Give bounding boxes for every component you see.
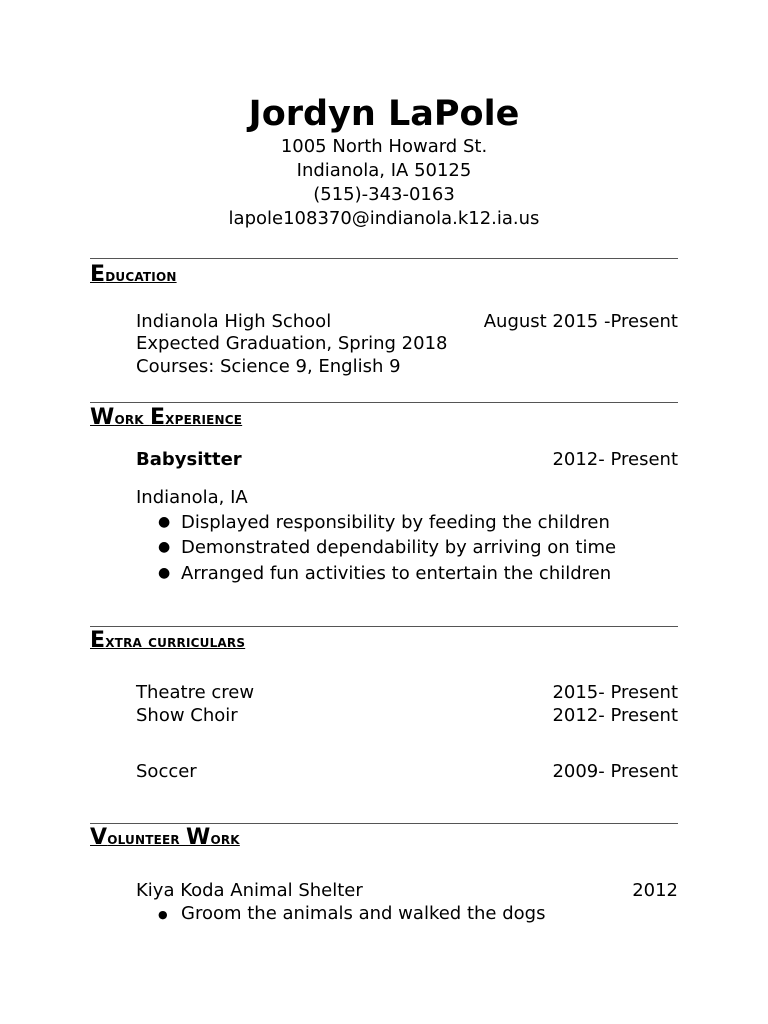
address-line-1: 1005 North Howard St. [280, 136, 488, 157]
graduation-date: Expected Graduation, Spring 2018 [136, 333, 448, 354]
section-divider [90, 258, 678, 259]
activity-name: Theatre crew [136, 682, 255, 703]
bullet-icon: ● [158, 565, 171, 581]
activity-dates: 2012- Present [552, 705, 678, 726]
activity-name: Soccer [136, 761, 197, 782]
resume-name: Jordyn LaPole [248, 94, 520, 134]
section-divider [90, 823, 678, 824]
list-item: Arranged fun activities to entertain the children [181, 563, 612, 584]
school-dates: August 2015 -Present [483, 311, 678, 332]
section-heading-education: Education [90, 262, 177, 287]
activity-dates: 2015- Present [552, 682, 678, 703]
courses: Courses: Science 9, English 9 [136, 356, 401, 377]
bullet-icon: ● [158, 539, 171, 555]
job-location: Indianola, IA [136, 487, 248, 508]
list-item: Groom the animals and walked the dogs [181, 903, 546, 924]
section-divider [90, 402, 678, 403]
school-name: Indianola High School [136, 311, 332, 332]
address-line-2: Indianola, IA 50125 [296, 160, 472, 181]
section-heading-work-experience: Work Experience [90, 405, 243, 430]
phone-number: (515)-343-0163 [313, 184, 455, 205]
volunteer-organization: Kiya Koda Animal Shelter [136, 880, 363, 901]
section-divider [90, 626, 678, 627]
volunteer-year: 2012 [632, 880, 678, 901]
bullet-icon: ● [158, 908, 168, 921]
email-address: lapole108370@indianola.k12.ia.us [228, 208, 540, 229]
list-item: Demonstrated dependability by arriving on time [181, 537, 617, 558]
bullet-icon: ● [158, 514, 171, 530]
section-heading-volunteer-work: Volunteer Work [90, 825, 240, 850]
activity-dates: 2009- Present [552, 761, 678, 782]
list-item: Displayed responsibility by feeding the children [181, 512, 610, 533]
job-title: Babysitter [136, 449, 242, 470]
activity-name: Show Choir [136, 705, 238, 726]
section-heading-extracurriculars: Extra curriculars [90, 628, 246, 653]
job-dates: 2012- Present [552, 449, 678, 470]
